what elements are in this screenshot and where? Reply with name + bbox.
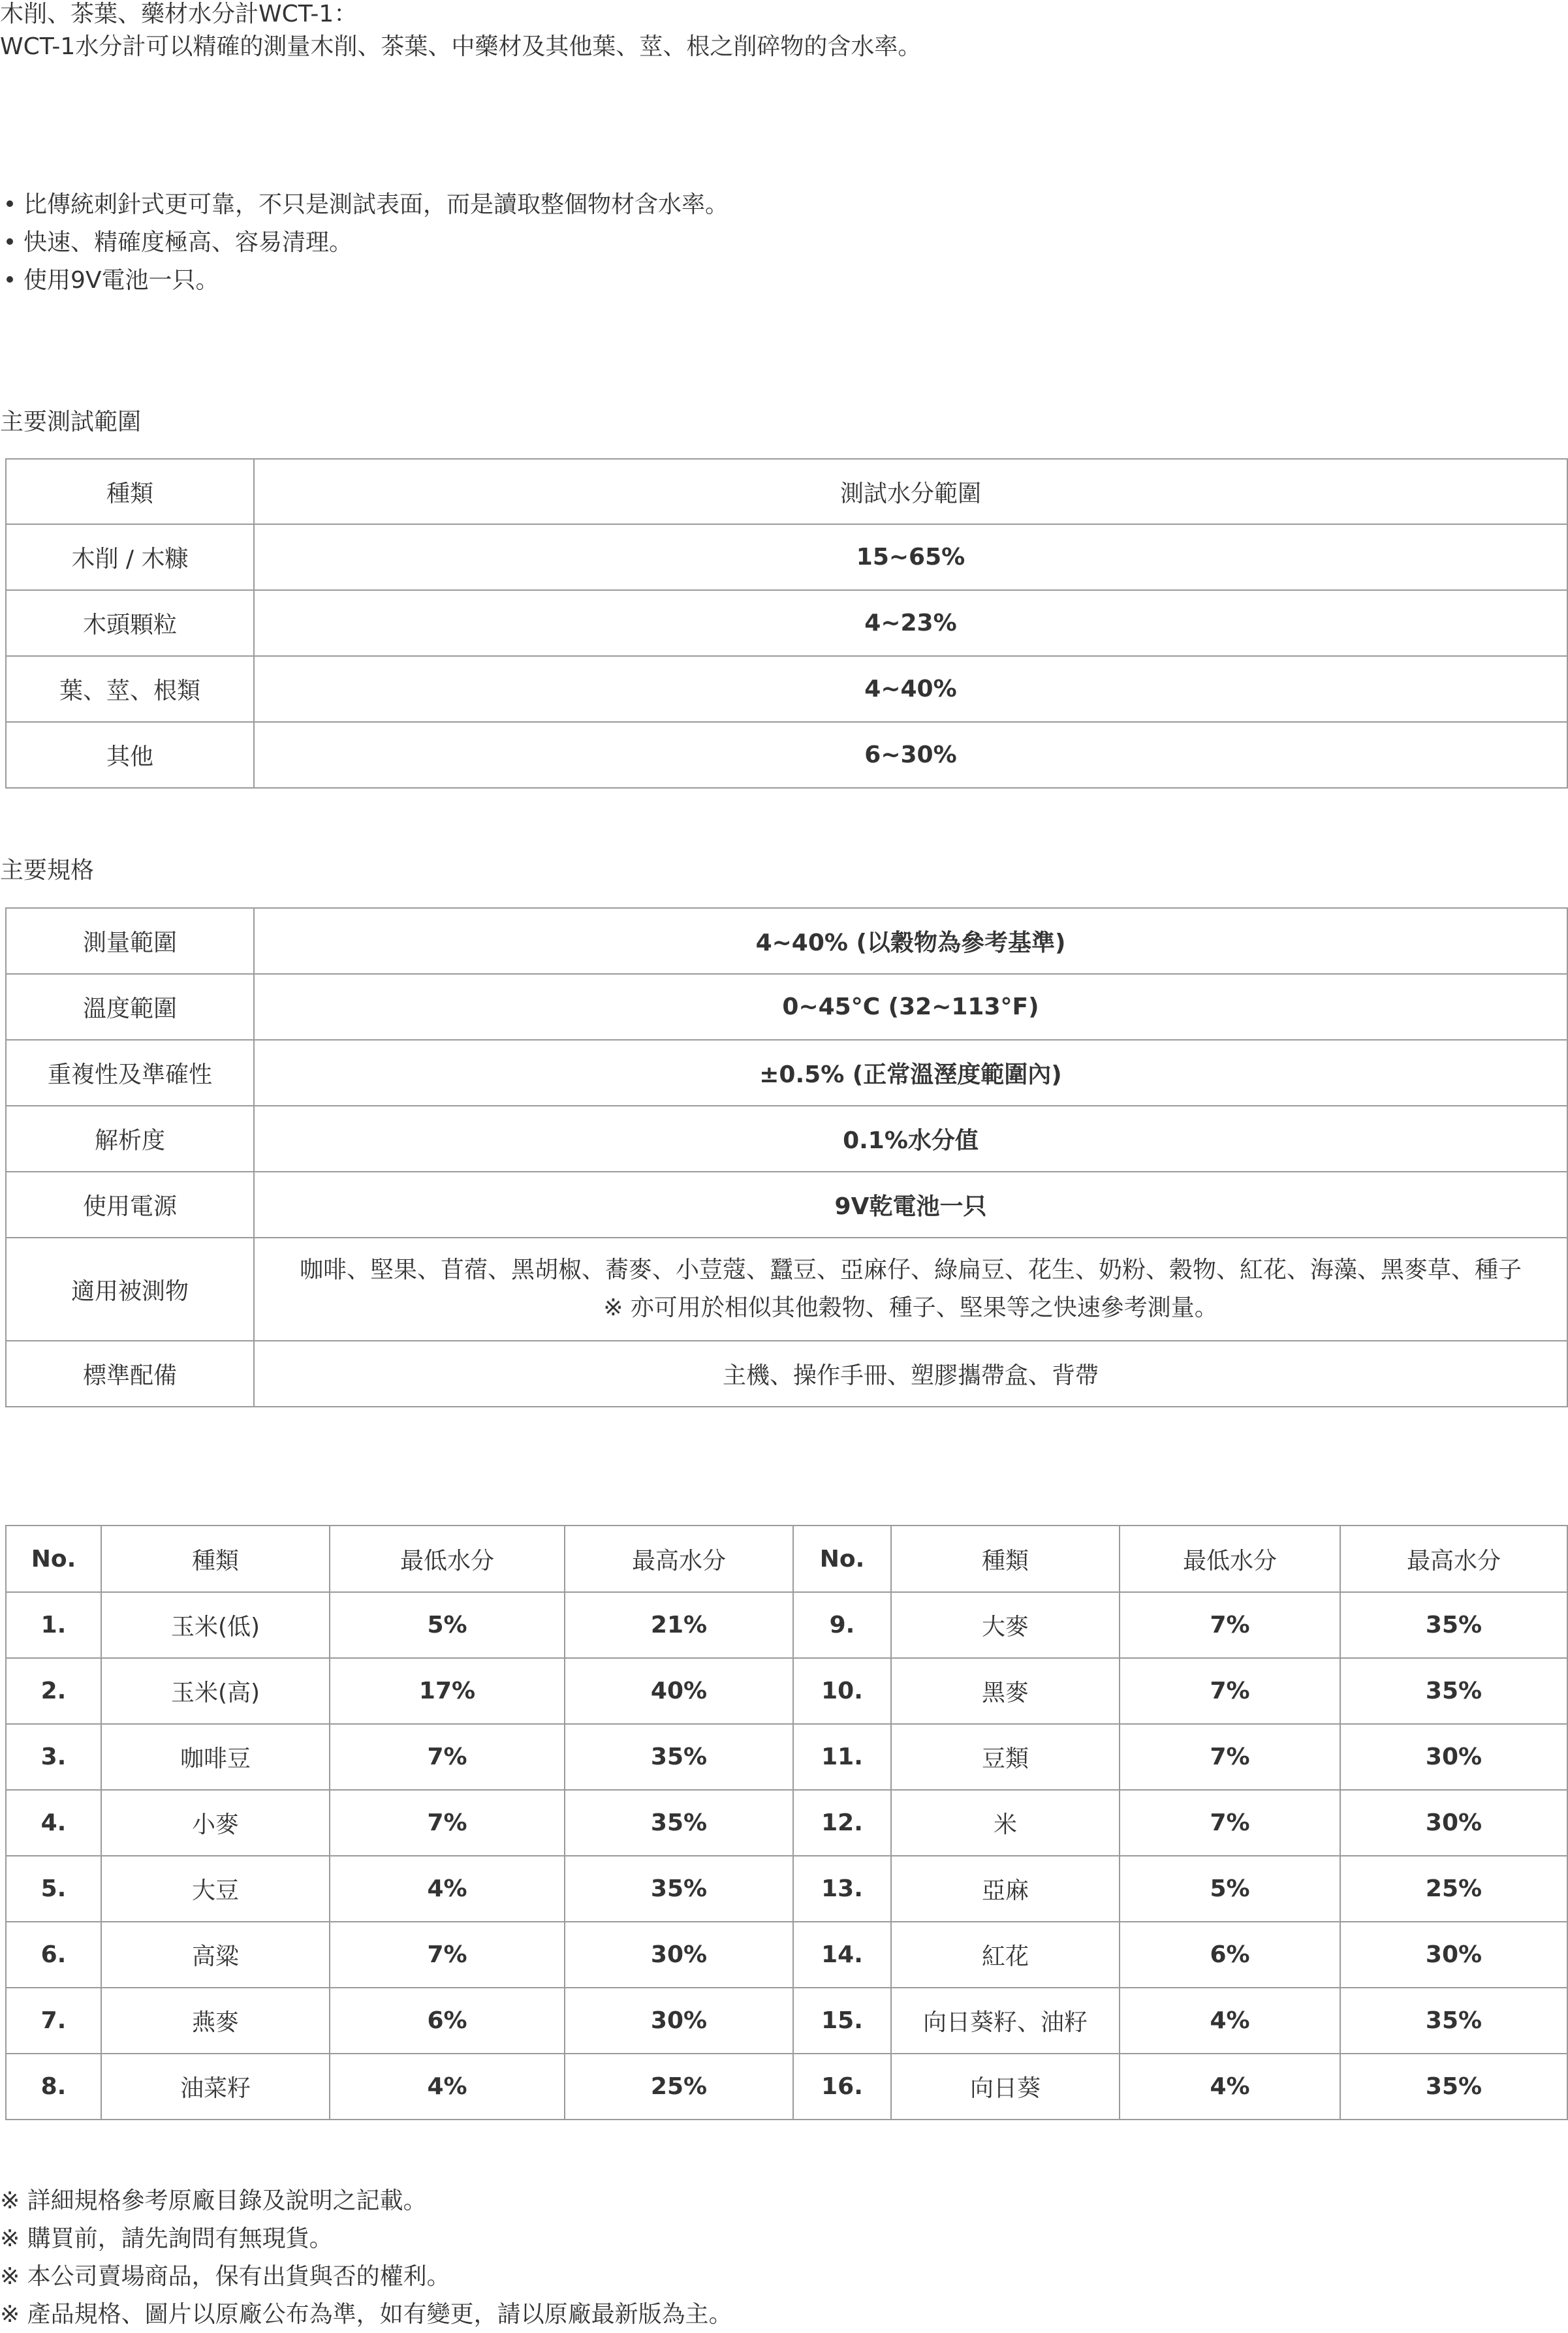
table-row (6, 590, 1567, 656)
grain-max: 25% (565, 2054, 793, 2120)
grain-type: 大豆 (101, 1856, 330, 1922)
note-item: ※ 詳細規格參考原廠目錄及說明之記載。 (0, 2187, 427, 2214)
range-header-type: 種類 (6, 459, 254, 524)
grain-no: 13. (793, 1856, 891, 1922)
spec-label: 適用被測物 (6, 1238, 254, 1341)
header-type: 種類 (891, 1526, 1120, 1592)
spec-value: 9V乾電池一只 (254, 1172, 1567, 1238)
grain-table-header (6, 1526, 1567, 1592)
grain-type: 咖啡豆 (101, 1724, 330, 1790)
grain-no: 2. (6, 1658, 101, 1724)
table-row (6, 1040, 1567, 1106)
spec-table (5, 907, 1568, 1407)
range-value: 6~30% (254, 722, 1567, 788)
spec-label: 重複性及準確性 (6, 1040, 254, 1106)
spec-value: 0~45°C (32~113°F) (254, 974, 1567, 1040)
grain-no: 10. (793, 1658, 891, 1724)
table-row (6, 1172, 1567, 1238)
range-section-title: 主要測試範圍 (0, 409, 142, 435)
grain-min: 6% (330, 1988, 565, 2054)
grain-min: 7% (1120, 1658, 1340, 1724)
grain-min: 7% (1120, 1724, 1340, 1790)
grain-max: 30% (1340, 1724, 1567, 1790)
header-min-moisture: 最低水分 (1120, 1526, 1340, 1592)
range-value: 4~23% (254, 590, 1567, 656)
grain-no: 14. (793, 1922, 891, 1988)
table-row (6, 1106, 1567, 1172)
grain-type: 亞麻 (891, 1856, 1120, 1922)
table-row (6, 524, 1567, 590)
range-table-header (6, 459, 1567, 524)
grain-type: 玉米(低) (101, 1592, 330, 1658)
spec-value (254, 1238, 1567, 1341)
range-header-moisture: 測試水分範圍 (254, 459, 1567, 524)
table-row (6, 1856, 1567, 1922)
grain-no: 9. (793, 1592, 891, 1658)
intro-description: WCT-1水分計可以精確的測量木削、茶葉、中藥材及其他葉、莖、根之削碎物的含水率。 (0, 33, 922, 60)
grain-min: 6% (1120, 1922, 1340, 1988)
grain-min: 7% (1120, 1790, 1340, 1856)
note-item: ※ 購買前，請先詢問有無現貨。 (0, 2225, 333, 2252)
table-row (6, 1922, 1567, 1988)
grain-max: 21% (565, 1592, 793, 1658)
grain-no: 16. (793, 2054, 891, 2120)
grain-min: 7% (330, 1922, 565, 1988)
grain-type: 玉米(高) (101, 1658, 330, 1724)
grain-max: 35% (1340, 2054, 1567, 2120)
grain-min: 7% (330, 1724, 565, 1790)
table-row (6, 1790, 1567, 1856)
grain-min: 5% (330, 1592, 565, 1658)
grain-max: 35% (565, 1724, 793, 1790)
table-row (6, 908, 1567, 974)
feature-text: 使用9V電池一只。 (24, 267, 219, 294)
note-item: ※ 本公司賣場商品，保有出貨與否的權利。 (0, 2263, 450, 2290)
grain-max: 40% (565, 1658, 793, 1724)
grain-min: 4% (330, 1856, 565, 1922)
bullet-icon (7, 276, 13, 283)
grain-min: 4% (330, 2054, 565, 2120)
spec-label: 測量範圍 (6, 908, 254, 974)
grain-min: 7% (330, 1790, 565, 1856)
grain-type: 向日葵籽、油籽 (891, 1988, 1120, 2054)
spec-value: ±0.5% (正常溫溼度範圍內) (254, 1040, 1567, 1106)
spec-section-title: 主要規格 (0, 857, 95, 884)
grain-max: 35% (565, 1856, 793, 1922)
grain-max: 30% (565, 1988, 793, 2054)
table-row (6, 1592, 1567, 1658)
grain-max: 30% (1340, 1790, 1567, 1856)
range-type: 木頭顆粒 (6, 590, 254, 656)
header-max-moisture: 最高水分 (1340, 1526, 1567, 1592)
table-row (6, 1238, 1567, 1341)
spec-label: 解析度 (6, 1106, 254, 1172)
spec-label: 溫度範圍 (6, 974, 254, 1040)
grain-type: 油菜籽 (101, 2054, 330, 2120)
spec-value: 主機、操作手冊、塑膠攜帶盒、背帶 (254, 1341, 1567, 1407)
feature-item (7, 266, 219, 295)
range-table (5, 458, 1568, 789)
header-max-moisture: 最高水分 (565, 1526, 793, 1592)
header-no: No. (6, 1526, 101, 1592)
spec-label: 使用電源 (6, 1172, 254, 1238)
feature-item (7, 191, 729, 219)
grain-max: 25% (1340, 1856, 1567, 1922)
grain-type: 高粱 (101, 1922, 330, 1988)
grain-max: 30% (1340, 1922, 1567, 1988)
grain-no: 5. (6, 1856, 101, 1922)
grain-table (5, 1525, 1568, 2120)
feature-item (7, 228, 353, 257)
grain-type: 米 (891, 1790, 1120, 1856)
note-item: ※ 產品規格、圖片以原廠公布為準，如有變更，請以原廠最新版為主。 (0, 2301, 732, 2328)
grain-min: 4% (1120, 2054, 1340, 2120)
grain-no: 3. (6, 1724, 101, 1790)
grain-min: 17% (330, 1658, 565, 1724)
table-row (6, 1658, 1567, 1724)
grain-max: 35% (1340, 1988, 1567, 2054)
header-min-moisture: 最低水分 (330, 1526, 565, 1592)
spec-value-note: ※ 亦可用於相似其他穀物、種子、堅果等之快速參考測量。 (603, 1294, 1218, 1321)
grain-max: 35% (1340, 1658, 1567, 1724)
header-no: No. (793, 1526, 891, 1592)
grain-min: 4% (1120, 1988, 1340, 2054)
range-type: 其他 (6, 722, 254, 788)
grain-type: 小麥 (101, 1790, 330, 1856)
spec-value-line: 咖啡、堅果、苜蓿、黑胡椒、蕎麥、小荳蔻、蠶豆、亞麻仔、綠扁豆、花生、奶粉、穀物、紅花、海藻、黑麥草、種子 (299, 1257, 1522, 1283)
grain-no: 6. (6, 1922, 101, 1988)
spec-label: 標準配備 (6, 1341, 254, 1407)
spec-value: 0.1%水分值 (254, 1106, 1567, 1172)
range-type: 木削 / 木糠 (6, 524, 254, 590)
feature-text: 快速、精確度極高、容易清理。 (24, 229, 353, 256)
grain-type: 向日葵 (891, 2054, 1120, 2120)
grain-min: 5% (1120, 1856, 1340, 1922)
spec-value: 4~40% (以穀物為參考基準) (254, 908, 1567, 974)
grain-no: 11. (793, 1724, 891, 1790)
grain-type: 燕麥 (101, 1988, 330, 2054)
table-row (6, 2054, 1567, 2120)
grain-no: 15. (793, 1988, 891, 2054)
table-row (6, 974, 1567, 1040)
table-row (6, 722, 1567, 788)
table-row (6, 1341, 1567, 1407)
grain-no: 12. (793, 1790, 891, 1856)
range-value: 15~65% (254, 524, 1567, 590)
grain-min: 7% (1120, 1592, 1340, 1658)
grain-max: 30% (565, 1922, 793, 1988)
bullet-icon (7, 238, 13, 245)
range-type: 葉、莖、根類 (6, 656, 254, 722)
grain-type: 大麥 (891, 1592, 1120, 1658)
table-row (6, 1724, 1567, 1790)
table-row (6, 1988, 1567, 2054)
grain-type: 黑麥 (891, 1658, 1120, 1724)
grain-no: 8. (6, 2054, 101, 2120)
table-row (6, 656, 1567, 722)
grain-max: 35% (565, 1790, 793, 1856)
grain-max: 35% (1340, 1592, 1567, 1658)
grain-no: 7. (6, 1988, 101, 2054)
grain-type: 豆類 (891, 1724, 1120, 1790)
grain-no: 1. (6, 1592, 101, 1658)
intro-title: 木削、茶葉、藥材水分計WCT-1： (0, 1, 358, 27)
header-type: 種類 (101, 1526, 330, 1592)
grain-no: 4. (6, 1790, 101, 1856)
bullet-icon (7, 200, 13, 207)
feature-text: 比傳統刺針式更可靠，不只是測試表面，而是讀取整個物材含水率。 (24, 191, 729, 218)
grain-type: 紅花 (891, 1922, 1120, 1988)
range-value: 4~40% (254, 656, 1567, 722)
